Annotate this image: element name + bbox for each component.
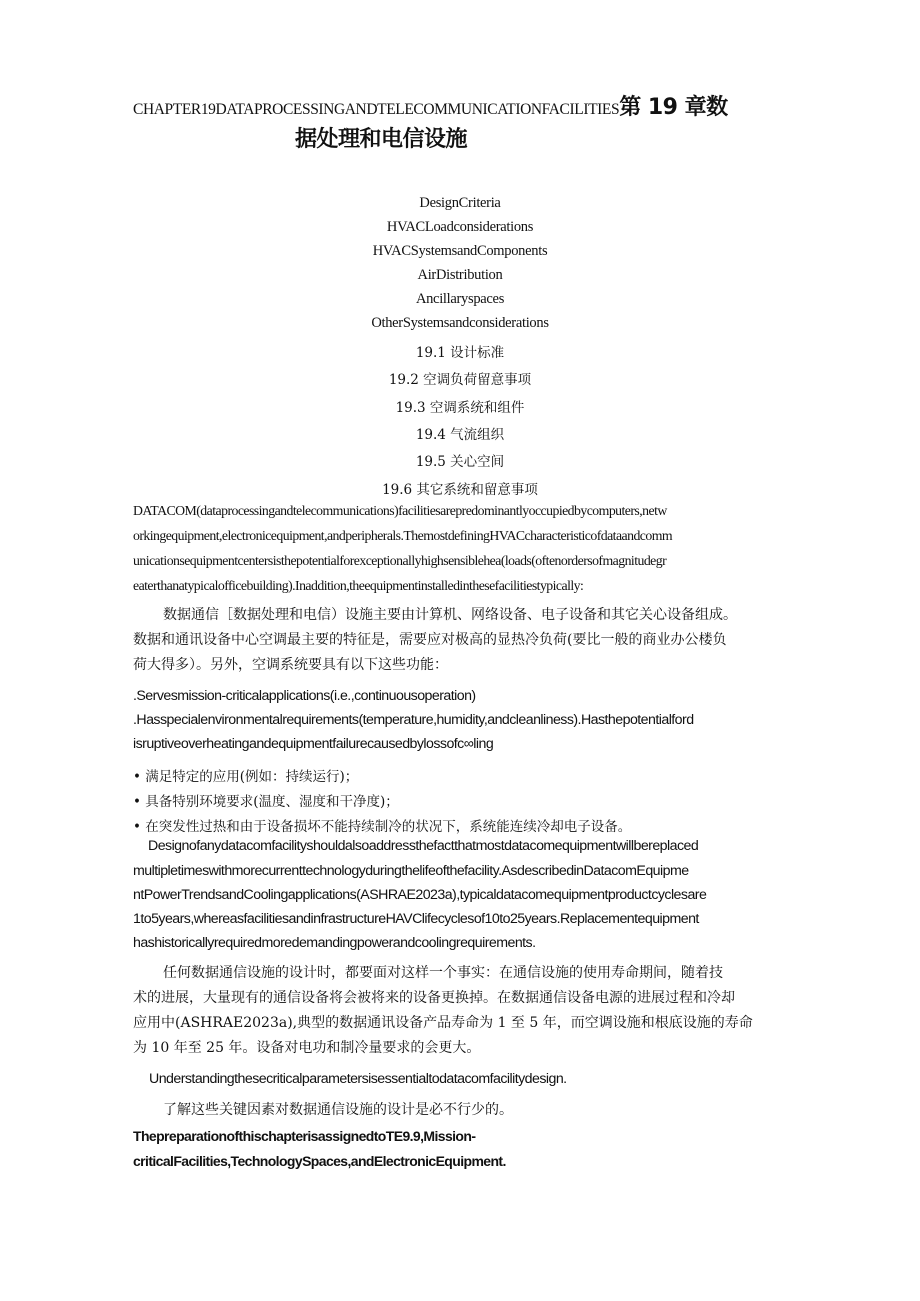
toc-entry-en: AirDistribution (417, 267, 503, 283)
bullet-cn-line: • 具备特别环境要求(温度、湿度和干净度)； (133, 794, 399, 810)
design-en-line: 1to5years,whereasfacilitiesandinfrastructureHAVClifecyclesof10to25years.Replacementequipment (133, 911, 699, 927)
toc-entry-en: OtherSystemsandconsiderations (371, 315, 549, 331)
toc-entry-en: DesignCriteria (419, 195, 501, 211)
bullet-en-line: .Servesmission-criticalapplications(i.e.,continuousoperation) (133, 688, 476, 704)
design-en-line: ntPowerTrendsandCoolingapplications(ASHRAE2023a),typicaldatacomequipmentproductcyclesare (133, 887, 707, 903)
bullet-en-line: .Hasspecialenvironmentalrequirements(temperature,humidity,andcleanliness).Hasthepotentialford (133, 712, 694, 728)
toc-entry-en: Ancillaryspaces (415, 291, 505, 307)
understanding-cn: 了解这些关键因素对数据通信设施的设计是必不行少的。 (163, 1102, 513, 1118)
intro-en-line: unicationsequipmentcentersisthepotentialforexceptionallyhighsensiblehea(loads(oftenordersofmagnitudegr (133, 553, 667, 568)
toc-entry-en: HVACLoadconsiderations (386, 219, 534, 235)
design-cn-line: 为 10 年至 25 年。设备对电功和制冷量要求的会更大。 (133, 1040, 481, 1056)
chapter-title-chinese-end: 据处理和电信设施 (295, 127, 468, 152)
toc-entry-cn: 19.6 其它系统和留意事项 (382, 482, 538, 498)
intro-cn-line: 荷大得多）。另外，空调系统要具有以下这些功能： (133, 657, 448, 673)
chapter-title (133, 90, 793, 121)
design-cn-line: 应用中(ASHRAE2023a),典型的数据通讯设备产品寿命为 1 至 5 年，而空调设施和根底设施的寿命 (133, 1015, 753, 1031)
intro-cn-line: 数据和通讯设备中心空调最主要的特征是，需要应对极高的显热冷负荷(要比一般的商业办公楼负 (133, 632, 727, 648)
preparation-en-line: ThepreparationofthischapterisassignedtoTE9.9,Mission- (133, 1128, 476, 1144)
preparation-en-line: criticalFacilities,TechnologySpaces,andElectronicEquipment. (133, 1153, 506, 1169)
intro-en-line: orkingequipment,electronicequipment,andperipherals.ThemostdefiningHVACcharacteristicofdataandcomm (133, 528, 673, 543)
toc-entry-cn: 19.1 设计标准 (415, 345, 505, 361)
design-cn-line: 术的进展，大量现有的通信设备将会被将来的设备更换掉。在数据通信设备电源的进展过程和冷却 (133, 990, 735, 1006)
design-en-line: multipletimeswithmorecurrenttechnologyduringthelifeofthefacility.AsdescribedinDatacomEquipme (133, 863, 689, 879)
design-cn-line: 任何数据通信设施的设计时，都要面对这样一个事实：在通信设施的使用寿命期间，随着技 (163, 965, 723, 981)
intro-cn-line: 数据通信［数据处理和电信）设施主要由计算机、网络设备、电子设备和其它关心设备组成。 (163, 607, 737, 623)
bullet-cn-line: • 满足特定的应用(例如：持续运行)； (133, 769, 359, 785)
understanding-en: Understandingthesecriticalparametersisessentialtodatacomfacilitydesign. (149, 1071, 567, 1087)
chapter-title-english: CHAPTER19DATAPROCESSINGANDTELECOMMUNICATIONFACILITIES (133, 101, 620, 118)
toc-entry-cn: 19.3 空调系统和组件 (395, 400, 525, 416)
bullet-en-line: isruptiveoverheatingandequipmentfailurecausedbylossofc∞ling (133, 736, 494, 752)
toc-entry-cn: 19.5 关心空间 (415, 454, 505, 470)
bullet-cn-line: • 在突发性过热和由于设备损坏不能持续制冷的状况下，系统能连续冷却电子设备。 (133, 819, 632, 835)
intro-en-line: eaterthanatypicalofficebuilding).Inaddition,theequipmentinstalledinthesefacilitiestypically: (133, 578, 584, 593)
intro-en-line: DATACOM(dataprocessingandtelecommunications)facilitiesarepredominantlyoccupiedbycomputers,netw (133, 503, 667, 518)
design-en-line: hashistoricallyrequiredmoredemandingpowerandcoolingrequirements. (133, 935, 536, 951)
toc-entry-en: HVACSystemsandComponents (372, 243, 548, 259)
design-en-line: Designofanydatacomfacilityshouldalsoaddressthefactthatmostdatacomequipmentwillbereplaced (148, 838, 699, 854)
toc-entry-cn: 19.4 气流组织 (415, 427, 505, 443)
chapter-title-chinese-start: 第 19 章数 (619, 95, 728, 120)
toc-entry-cn: 19.2 空调负荷留意事项 (388, 372, 532, 388)
